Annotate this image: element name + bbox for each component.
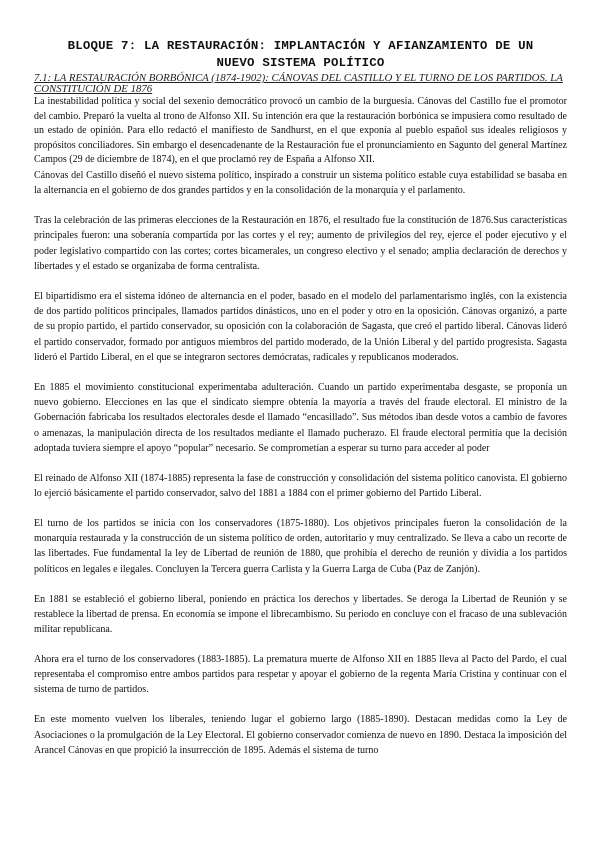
document-title-line-1: BLOQUE 7: LA RESTAURACIÓN: IMPLANTACIÓN Y AFIANZAMIENTO DE UN <box>67 39 534 53</box>
paragraph-5: En 1885 el movimiento constitucional experimentaba adulteración. Cuando un partido experimentaba desgaste, se proponía un nuevo gobierno. Elecciones en las que el sindicato siempre obtenía la mayoría a través del fraude electoral. El ministro de la Gobernación fabricaba los resultados electorales desde el llamado “encasillado”. Sus métodos iban desde votos a cambio de favores o amenazas, la manipulación directa de los resultados mediante el llamado pucherazo. El fraude electoral permitía que la decisión adoptada tuviera siempre el apoyo “popular” necesario. Se comprometían a esperar su turno para acceder al poder <box>34 381 567 454</box>
paragraph-10: En este momento vuelven los liberales, teniendo lugar el gobierno largo (1885-1890). Destacan medidas como la Ley de Asociaciones o la promulgación de la Ley Electoral. El gobierno conservador comienza de nuevo en 1890. Destaca la imposición del Arancel Cánovas en que propició la insurrección de 1895. Además el sistema de turno <box>34 714 567 756</box>
paragraph-7: El turno de los partidos se inicia con los conservadores (1875-1880). Los objetivos principales fueron la consolidación de la monarquía restaurada y la construcción de un sistema político de orden, autoritario y muy centralizado. Se lleva a cabo un recorte de las libertades. Fue fundamental la ley de Libertad de reunión de 1880, que prohibía el derecho de reunión y dividía a los partidos políticos en legales e ilegales. Concluyen la Tercera guerra Carlista y la Guerra Larga de Cuba (Paz de Zanjón). <box>34 517 567 575</box>
paragraph-8: En 1881 se estableció el gobierno liberal, poniendo en práctica los derechos y libertades. Se deroga la Libertad de Reunión y se restablece la libertad de prensa. En economía se impone el librecambismo. Su periodo en concluye con el fracaso de una sublevación militar republicana. <box>34 593 567 636</box>
paragraph-4: El bipartidismo era el sistema idóneo de alternancia en el poder, basado en el modelo del parlamentarismo inglés, con la existencia de dos partido políticos principales, llamados partidos dinásticos, uno en el poder y otro en la oposición. Cánovas organizó, a parte de su propio partido, el partido conservador, su oposición con la colaboración de Sagasta, que creó el partido liberal. Cánovas lideró el partido conservador, formado por antiguos miembros del partido moderado, de la Unión Liberal y del partido progresista. Sagasta lideró el Partido Liberal, en el que se integraron sectores demócratas, radicales y republicanos moderados. <box>34 290 567 363</box>
paragraph-6: El reinado de Alfonso XII (1874-1885) representa la fase de construcción y consolidación del sistema político canovista. El gobierno lo ejerció básicamente el partido conservador, salvo del 1881 a 1884 con el primer gobierno del Partido Liberal. <box>34 472 567 500</box>
section-heading: 7.1: LA RESTAURACIÓN BORBÓNICA (1874-1902): CÁNOVAS DEL CASTILLO Y EL TURNO DE LOS PARTIDOS. LA CONSTITUCIÓN DE 1876 <box>34 72 563 95</box>
document-title-line-2: NUEVO SISTEMA POLÍTICO <box>216 56 385 70</box>
paragraph-2: Cánovas del Castillo diseñó el nuevo sistema político, inspirado a construir un sistema político estable cuya estabilidad se basaba en la alternancia en el gobierno de dos grandes partidos y en la consolidación de la monarquía y el parlamento. <box>34 169 567 197</box>
paragraph-1: La inestabilidad política y social del sexenio democrático provocó un cambio de la burguesía. Cánovas del Castillo fue el promotor del cambio. Preparó la vuelta al trono de Alfonso XII. Su intención era que la restauración borbónica se impusiera como resultado de un estado de opinión. Para ello redactó el manifiesto de Sandhurst, en el que exponía al pueblo español sus ideales religiosos y propósitos conciliadores. Sin embargo el desencadenante de la Restauración fue el pronunciamiento en Sagunto del general Martínez Campos (29 de diciembre de 1874), en el que proclamó rey de España a Alfonso XII. <box>34 96 567 166</box>
document-title <box>34 38 567 72</box>
paragraph-3: Tras la celebración de las primeras elecciones de la Restauración en 1876, el resultado fue la constitución de 1876.Sus características principales fueron: una soberanía compartida por las cortes y el rey; aumento de privilegios del rey, ejerce el poder ejecutivo y el poder legislativo compartido con las cortes; cortes bicamerales, un congreso electivo y el senado; amplia declaración de derechos y libertades y el estado se organizaba de forma centralista. <box>34 215 567 272</box>
paragraph-9: Ahora era el turno de los conservadores (1883-1885). La prematura muerte de Alfonso XII en 1885 lleva al Pacto del Pardo, el cual representaba el compromiso entre ambos partidos para respetar y apoyar el gobierno de la regenta María Cristina y continuar con el sistema de turno de partidos. <box>34 653 567 696</box>
